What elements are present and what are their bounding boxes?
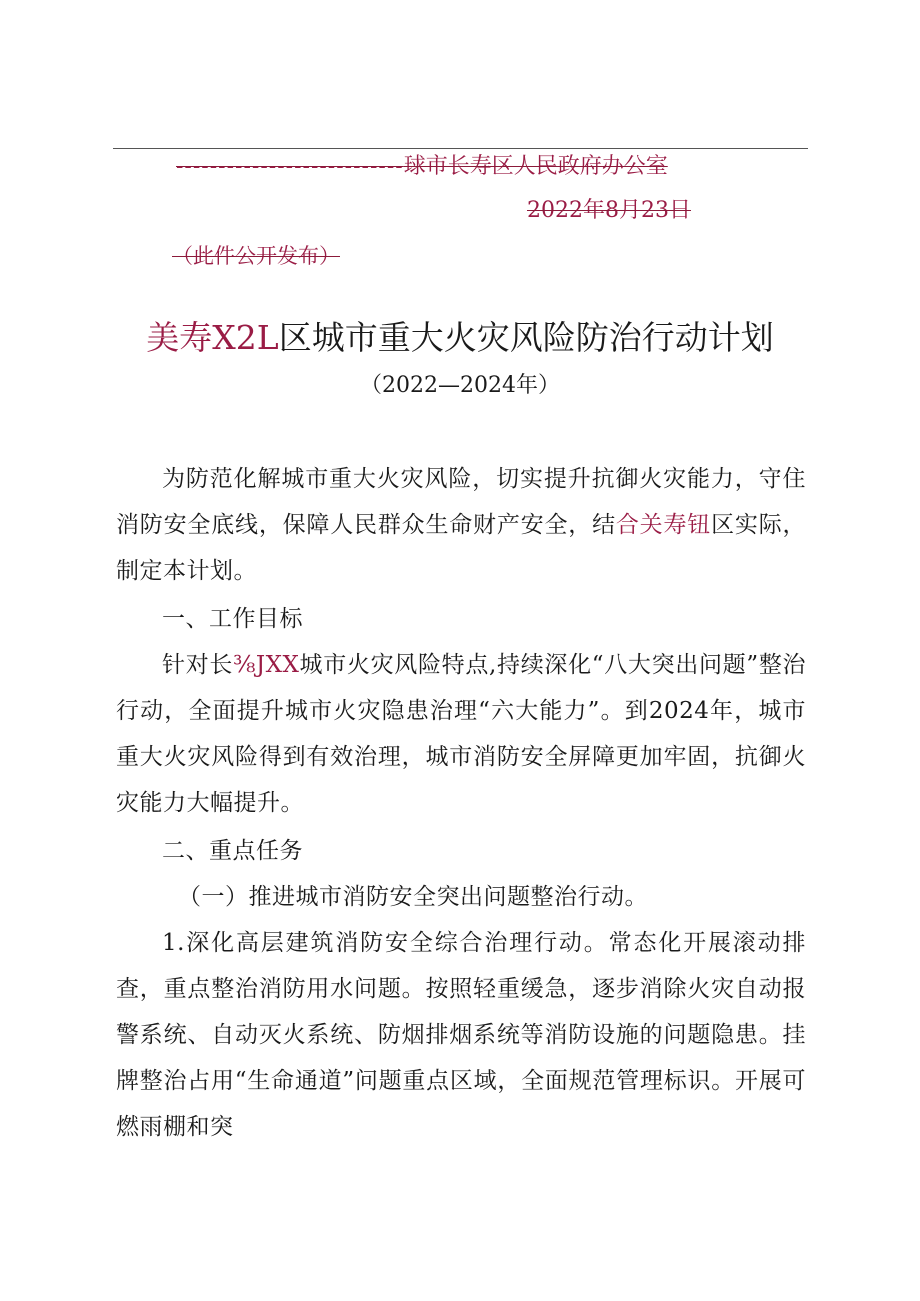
issue-date: 2022年8月23日 [527, 198, 691, 223]
office-dashes: --------------------------- [176, 154, 404, 179]
intro-red-text: 合关寿钮 [615, 512, 712, 538]
document-subtitle: （2022—2024年） [360, 373, 560, 398]
document-body [116, 456, 806, 1150]
office-name: 球市长寿区人民政府办公室 [403, 154, 668, 179]
task-item-1: 1.深化高层建筑消防安全综合治理行动。常态化开展滚动排查，重点整治消防用水问题。按照轻重缓急，逐步消除火灾自动报警系统、自动灭火系统、防烟排烟系统等消防设施的问题隐患。挂牌整治占用“生命通道”问题重点区域，全面规范管理标识。开展可燃雨棚和突 [116, 930, 806, 1140]
section-heading-goals: 一、工作目标 [162, 606, 303, 632]
intro-text-b: 区实际，制定本计划。 [116, 512, 807, 584]
header-rule [113, 148, 808, 149]
intro-paragraph [116, 456, 806, 594]
publish-note: （此件公开发布） [172, 244, 340, 268]
document-title [0, 314, 920, 362]
goals-text-b: 城市火灾风险特点,持续深化“八大突出问题”整治行动，全面提升城市火灾隐患治理“六大能力”。到2024年，城市重大火灾风险得到有效治理，城市消防安全屏障更加牢固，抗御火灾能力大幅提升。 [116, 652, 807, 816]
subsection-heading-1: （一）推进城市消防安全突出问题整治行动。 [178, 884, 648, 910]
title-red-part: 美寿X2L [146, 318, 279, 357]
section-heading-tasks: 二、重点任务 [162, 838, 303, 864]
goals-paragraph [116, 642, 806, 826]
issuing-office-line [176, 150, 736, 184]
goals-text-a: 针对长 [162, 652, 234, 678]
intro-text-a: 为防范化解城市重大火灾风险，切实提升抗御火灾能力，守住消防安全底线，保障人民群众生命财产安全，结 [116, 466, 806, 538]
goals-red-text: ⅜JXX [233, 652, 300, 678]
title-main-part: 区城市重大火灾风险防治行动计划 [278, 318, 774, 357]
